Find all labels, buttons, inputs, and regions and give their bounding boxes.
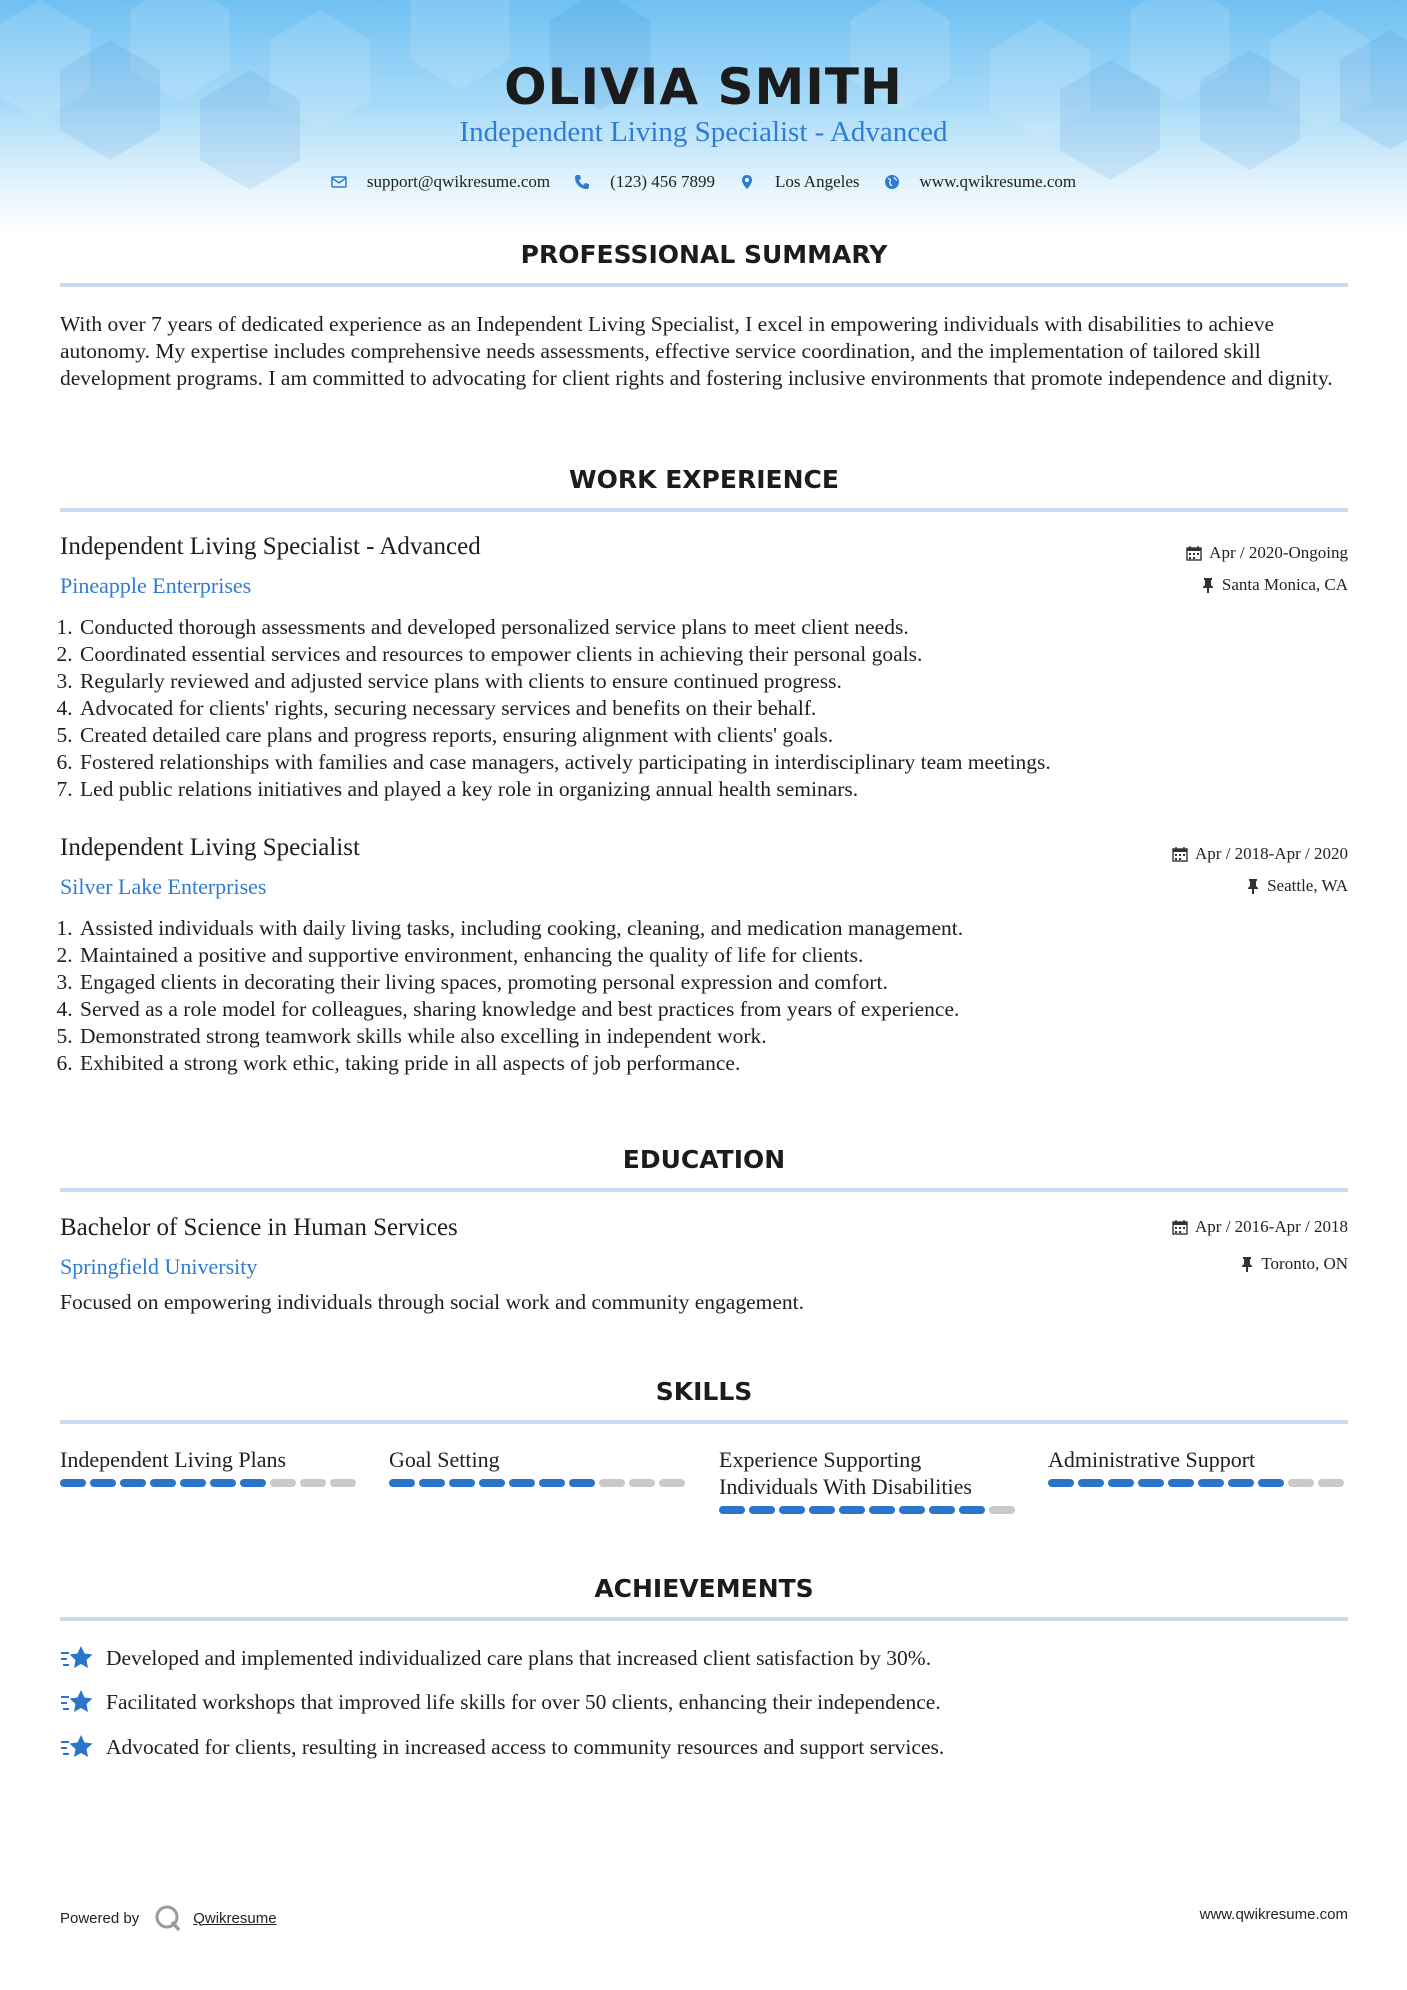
- star-icon: [60, 1733, 94, 1761]
- skill-level-bar: [60, 1479, 360, 1487]
- skill-segment-empty: [300, 1479, 326, 1487]
- skill-level-bar: [1048, 1479, 1348, 1487]
- duty-item: 4. Advocated for clients' rights, securing necessary services and benefits on their behalf.: [78, 695, 1368, 722]
- duty-item: 5. Created detailed care plans and progress reports, ensuring alignment with clients' goals.: [78, 722, 1368, 749]
- location-text: Los Angeles: [774, 172, 860, 191]
- job-location-text: Seattle, WA: [1267, 876, 1348, 895]
- skill-level-bar: [719, 1506, 1019, 1514]
- contact-email[interactable]: [331, 172, 550, 192]
- job-location-text: Santa Monica, CA: [1221, 575, 1348, 594]
- skill-item: [719, 1446, 1019, 1514]
- skill-segment-filled: [120, 1479, 146, 1487]
- skill-level-bar: [389, 1479, 689, 1487]
- job-duties-list: [60, 915, 1368, 1077]
- duty-item: 5. Demonstrated strong teamwork skills while also excelling in independent work.: [78, 1023, 1368, 1050]
- phone-icon: [574, 174, 590, 190]
- job-location: [1246, 876, 1348, 896]
- achievement-text: Advocated for clients, resulting in increased access to community resources and support services.: [106, 1734, 945, 1759]
- skill-segment-filled: [1108, 1479, 1134, 1487]
- achievement-item: [60, 1733, 944, 1761]
- star-icon: [60, 1644, 94, 1672]
- skill-segment-filled: [959, 1506, 985, 1514]
- achievement-item: [60, 1644, 931, 1672]
- skill-item: [1048, 1446, 1348, 1487]
- candidate-title: Independent Living Specialist - Advanced: [459, 116, 948, 148]
- email-text: support@qwikresume.com: [366, 172, 551, 191]
- skill-segment-filled: [150, 1479, 176, 1487]
- skill-segment-filled: [509, 1479, 535, 1487]
- skill-segment-filled: [180, 1479, 206, 1487]
- calendar-icon: [1186, 545, 1202, 561]
- summary-divider: [60, 283, 1348, 287]
- company-name: Silver Lake Enterprises: [60, 874, 267, 899]
- skill-segment-empty: [599, 1479, 625, 1487]
- skill-segment-empty: [330, 1479, 356, 1487]
- pushpin-icon: [1240, 1256, 1254, 1272]
- skill-segment-empty: [659, 1479, 685, 1487]
- skill-segment-empty: [1318, 1479, 1344, 1487]
- skill-segment-filled: [90, 1479, 116, 1487]
- duty-item: 4. Served as a role model for colleagues, sharing knowledge and best practices from years of experience.: [78, 996, 1368, 1023]
- calendar-icon: [1172, 846, 1188, 862]
- duty-item: 2. Coordinated essential services and resources to empower clients in achieving their personal goals.: [78, 641, 1368, 668]
- skill-segment-filled: [539, 1479, 565, 1487]
- skill-segment-filled: [719, 1506, 745, 1514]
- skill-segment-filled: [1258, 1479, 1284, 1487]
- powered-by-label: Powered by: [60, 1909, 140, 1927]
- duty-item: 3. Regularly reviewed and adjusted service plans with clients to ensure continued progress.: [78, 668, 1368, 695]
- skill-segment-filled: [569, 1479, 595, 1487]
- skill-segment-filled: [749, 1506, 775, 1514]
- skill-segment-filled: [839, 1506, 865, 1514]
- footer-powered-by: [60, 1903, 277, 1933]
- skills-heading: SKILLS: [655, 1377, 753, 1406]
- education-location-text: Toronto, ON: [1261, 1254, 1348, 1273]
- achievements-heading: ACHIEVEMENTS: [594, 1574, 814, 1603]
- job-duties-list: [60, 614, 1368, 803]
- skill-segment-empty: [989, 1506, 1015, 1514]
- company-name: Pineapple Enterprises: [60, 573, 252, 598]
- duty-item: 3. Engaged clients in decorating their living spaces, promoting personal expression and comfort.: [78, 969, 1368, 996]
- map-pin-icon: [739, 174, 755, 190]
- globe-icon: [884, 174, 900, 190]
- pushpin-icon: [1246, 878, 1260, 894]
- job-dates: [1186, 543, 1348, 563]
- candidate-name: OLIVIA SMITH: [504, 58, 903, 116]
- star-icon: [60, 1688, 94, 1716]
- skill-item: [60, 1446, 360, 1487]
- skill-segment-filled: [1168, 1479, 1194, 1487]
- summary-heading: PROFESSIONAL SUMMARY: [520, 240, 888, 269]
- duty-item: 7. Led public relations initiatives and played a key role in organizing annual health seminars.: [78, 776, 1368, 803]
- skill-segment-filled: [1138, 1479, 1164, 1487]
- skill-segment-filled: [240, 1479, 266, 1487]
- skill-name: Administrative Support: [1048, 1447, 1256, 1472]
- qwikresume-link[interactable]: Qwikresume: [193, 1909, 277, 1927]
- skill-segment-filled: [1198, 1479, 1224, 1487]
- skill-segment-filled: [1048, 1479, 1074, 1487]
- skill-segment-filled: [479, 1479, 505, 1487]
- education-location: [1240, 1254, 1348, 1274]
- contact-website[interactable]: [884, 172, 1077, 192]
- skill-segment-empty: [270, 1479, 296, 1487]
- skill-segment-empty: [1288, 1479, 1314, 1487]
- experience-divider: [60, 508, 1348, 512]
- experience-heading: WORK EXPERIENCE: [569, 465, 839, 494]
- job-location: [1201, 575, 1348, 595]
- job-title: Independent Living Specialist - Advanced: [60, 533, 481, 560]
- skill-segment-filled: [809, 1506, 835, 1514]
- qwikresume-logo-icon: [153, 1903, 183, 1933]
- contact-location: [739, 172, 860, 192]
- job-title: Independent Living Specialist: [60, 834, 360, 861]
- skill-segment-empty: [629, 1479, 655, 1487]
- job-dates: [1172, 844, 1348, 864]
- website-text: www.qwikresume.com: [919, 172, 1077, 191]
- skill-segment-filled: [869, 1506, 895, 1514]
- summary-text: With over 7 years of dedicated experience as an Independent Living Specialist, I excel in empowering individuals with disabilities to achieve autonomy. My expertise includes comprehensive needs assessments, effective service coordination, and the implementation of tailored skill development programs. I am committed to advocating for client rights and fostering inclusive environments that promote independence and dignity.: [60, 312, 1333, 390]
- skills-divider: [60, 1420, 1348, 1424]
- skill-segment-filled: [779, 1506, 805, 1514]
- education-description: Focused on empowering individuals through social work and community engagement.: [60, 1290, 804, 1314]
- education-dates: [1172, 1217, 1348, 1237]
- education-dates-text: Apr / 2016-Apr / 2018: [1195, 1217, 1348, 1236]
- achievement-text: Developed and implemented individualized care plans that increased client satisfaction by 30%.: [106, 1645, 932, 1670]
- contact-phone[interactable]: [574, 172, 715, 192]
- duty-item: 6. Exhibited a strong work ethic, taking pride in all aspects of job performance.: [78, 1050, 1368, 1077]
- achievement-text: Facilitated workshops that improved life skills for over 50 clients, enhancing their independence.: [106, 1689, 941, 1714]
- skill-segment-filled: [210, 1479, 236, 1487]
- skill-segment-filled: [1228, 1479, 1254, 1487]
- duty-item: 1. Assisted individuals with daily living tasks, including cooking, cleaning, and medication management.: [78, 915, 1368, 942]
- skill-name: Goal Setting: [389, 1447, 500, 1472]
- education-heading: EDUCATION: [622, 1145, 786, 1174]
- skill-segment-filled: [419, 1479, 445, 1487]
- achievements-divider: [60, 1617, 1348, 1621]
- duty-item: 2. Maintained a positive and supportive environment, enhancing the quality of life for clients.: [78, 942, 1368, 969]
- skill-segment-filled: [60, 1479, 86, 1487]
- achievement-item: [60, 1688, 941, 1716]
- skill-item: [389, 1446, 689, 1487]
- school-name: Springfield University: [60, 1254, 258, 1279]
- skill-segment-filled: [899, 1506, 925, 1514]
- calendar-icon: [1172, 1219, 1188, 1235]
- skill-segment-filled: [1078, 1479, 1104, 1487]
- contact-bar: [0, 172, 1407, 192]
- envelope-icon: [331, 174, 347, 190]
- duty-item: 1. Conducted thorough assessments and developed personalized service plans to meet client needs.: [78, 614, 1368, 641]
- job-dates-text: Apr / 2018-Apr / 2020: [1195, 844, 1348, 863]
- skill-name: Independent Living Plans: [60, 1447, 287, 1472]
- footer-url[interactable]: www.qwikresume.com: [1199, 1906, 1348, 1923]
- duty-item: 6. Fostered relationships with families and case managers, actively participating in interdisciplinary team meetings.: [78, 749, 1368, 776]
- phone-text: (123) 456 7899: [610, 172, 715, 191]
- skill-segment-filled: [449, 1479, 475, 1487]
- pushpin-icon: [1201, 577, 1215, 593]
- skill-segment-filled: [929, 1506, 955, 1514]
- job-dates-text: Apr / 2020-Ongoing: [1209, 543, 1348, 562]
- skill-name: Experience Supporting Individuals With Disabilities: [719, 1447, 972, 1499]
- education-divider: [60, 1188, 1348, 1192]
- skill-segment-filled: [389, 1479, 415, 1487]
- degree-title: Bachelor of Science in Human Services: [60, 1214, 458, 1241]
